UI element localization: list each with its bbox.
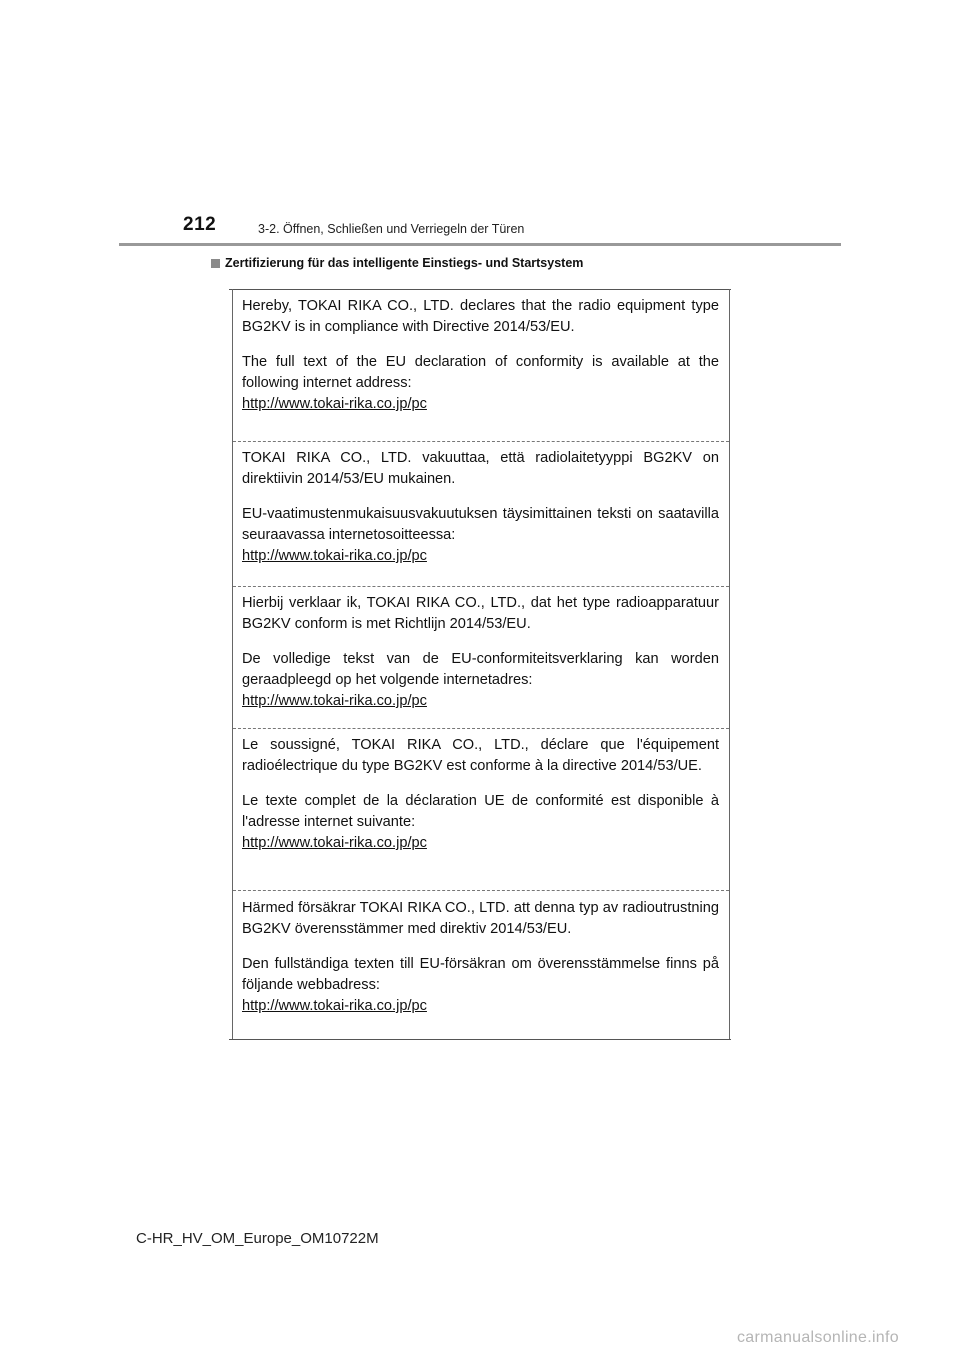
declaration-statement: Hereby, TOKAI RIKA CO., LTD. declares that the radio equipment type BG2KV is in compliance with Directive 2014/53/EU.: [242, 298, 719, 335]
declaration-block-en: [233, 289, 729, 441]
declaration-statement: Le soussigné, TOKAI RIKA CO., LTD., déclare que l'équipement radioélectrique du type BG2KV est conforme à la directive 2014/53/UE.: [242, 737, 719, 774]
declaration-url-link[interactable]: http://www.tokai-rika.co.jp/pc: [242, 548, 427, 564]
subheading-text: Zertifizierung für das intelligente Einstiegs- und Startsystem: [225, 256, 584, 270]
declaration-block-sv: [233, 890, 729, 1039]
box-bottom-border: [229, 1039, 731, 1040]
declaration-block-fr: [233, 728, 729, 890]
header-divider: [119, 243, 841, 246]
declaration-box: [232, 289, 730, 1039]
square-bullet-icon: [211, 259, 220, 268]
declaration-statement: TOKAI RIKA CO., LTD. vakuuttaa, että radiolaitetyyppi BG2KV on direktiivin 2014/53/EU mukainen.: [242, 450, 719, 487]
declaration-block-nl: [233, 586, 729, 728]
declaration-availability: Den fullständiga texten till EU-försäkran om överensstämmelse finns på följande webbadress:: [242, 956, 719, 993]
declaration-availability: Le texte complet de la déclaration UE de conformité est disponible à l'adresse internet suivante:: [242, 793, 719, 830]
page-number: 212: [183, 214, 217, 235]
declaration-url-link[interactable]: http://www.tokai-rika.co.jp/pc: [242, 396, 427, 412]
declaration-url-link[interactable]: http://www.tokai-rika.co.jp/pc: [242, 693, 427, 709]
declaration-statement: Härmed försäkrar TOKAI RIKA CO., LTD. att denna typ av radioutrustning BG2KV överensstämmer med direktiv 2014/53/EU.: [242, 900, 719, 937]
manual-code: C-HR_HV_OM_Europe_OM10722M: [136, 1230, 379, 1247]
declaration-availability: De volledige tekst van de EU-conformiteitsverklaring kan worden geraadpleegd op het volgende internetadres:: [242, 651, 719, 688]
section-title: 3-2. Öffnen, Schließen und Verriegeln der Türen: [258, 222, 525, 236]
declaration-url-link[interactable]: http://www.tokai-rika.co.jp/pc: [242, 998, 427, 1014]
declaration-url-link[interactable]: http://www.tokai-rika.co.jp/pc: [242, 835, 427, 851]
declaration-statement: Hierbij verklaar ik, TOKAI RIKA CO., LTD., dat het type radioapparatuur BG2KV conform is met Richtlijn 2014/53/EU.: [242, 595, 719, 632]
subheading: [211, 256, 583, 270]
declaration-availability: EU-vaatimustenmukaisuusvakuutuksen täysimittainen teksti on saatavilla seuraavassa internetosoitteessa:: [242, 506, 719, 543]
declaration-block-fi: [233, 441, 729, 586]
declaration-availability: The full text of the EU declaration of conformity is available at the following internet address:: [242, 354, 719, 391]
watermark: carmanualsonline.info: [737, 1329, 899, 1346]
